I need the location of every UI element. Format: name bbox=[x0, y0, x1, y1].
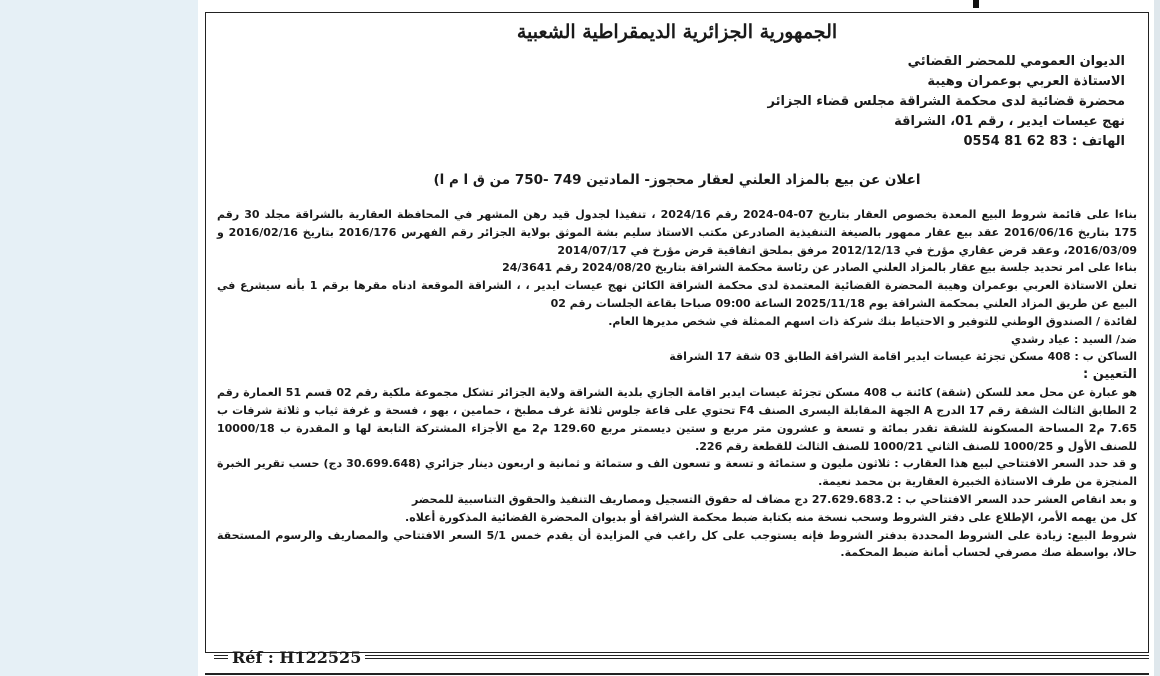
paragraph: تعلن الاستاذة العربي بوعمران وهيبة المحضرة القضائية المعتمدة لدى محكمة الشراقة الكائن نهج عيسات ايدير ، ، الشراقة الموقعة ادناه مقرها برقم 1 بأنه سيشرع في البيع عن طريق المزاد العلني بمحكمة الشراقة يوم 2025/11/18 الساعة 09:00 صباحا بقاعة الجلسات رقم 02 bbox=[217, 279, 1138, 310]
page-margin-left bbox=[0, 0, 198, 676]
page-margin-right bbox=[1154, 0, 1160, 676]
office-phone: الهاتف : 83 62 81 0554 bbox=[963, 134, 1125, 149]
reference-number: Réf : H122525 bbox=[232, 647, 362, 667]
notice-body bbox=[213, 206, 1141, 562]
paragraph: و بعد انقاص العشر حدد السعر الافتتاحي ب : 27.629.683.2 دج مضاف له حقوق التسجيل ومصاريف التنفيذ والحقوق التناسبية للمحضر bbox=[411, 492, 1137, 506]
paragraph: هو عبارة عن محل معد للسكن (شقة) كائنة ب 408 مسكن تجزئة عيسات ايدير اقامة الجازي بلدية الشراقة ولاية الجزائر تشكل مجموعة ملكية رقم 02 قسم 51 العمارة رقم 2 الطابق الثالث الشقة رقم 17 الدرج A الجهة المقابلة اليسرى الصنف F4 تحتوي على قاعة جلوس ثلاثة غرف مطبخ ، حمامين ، بهو ، فسحة و غرفة ثياب و ثلاثة شرفات ب 7.65 م2 المساحة المسكونة للشقة تقدر بمائة و تسعة و عشرون متر مربع و ستين ديسمتر مربع 129.60 م2 مع الأجزاء المشتركة التابعة لها و المقدرة ب 10000/18 للصنف الأول و 1000/25 للصنف الثاني 1000/21 للصنف الثالث للقطعة رقم 226. bbox=[217, 386, 1137, 453]
reference-rule-left bbox=[214, 655, 228, 659]
notice-title: اعلان عن بيع بالمزاد العلني لعقار محجوز- المادتين 749 -750 من ق ا م ا) bbox=[433, 172, 921, 188]
paragraph: بناءا على امر تحديد جلسة بيع عقار بالمزاد العلني الصادر عن رئاسة محكمة الشراقة بتاريخ 2024/08/20 رقم 24/3641 bbox=[502, 261, 1137, 275]
bailiff-title: محضرة قضائية لدى محكمة الشراقة مجلس قضاء الجزائر bbox=[767, 94, 1125, 109]
paragraph: شروط البيع: زيادة على الشروط المحددة بدفتر الشروط فإنه يستوجب على كل راغب في المزايدة أن يقدم خمس 5/1 السعر الافتتاحي والمصاريف والرسوم المستحقة حالا، بواسطة صك مصرفي لحساب أمانة ضبط المحكمة. bbox=[217, 528, 1137, 560]
paragraph: لفائدة / الصندوق الوطني للتوفير و الاحتياط بنك شركة ذات اسهم الممثلة في شخص مديرها العام. bbox=[608, 314, 1137, 328]
paragraph: ضد/ السيد : عياد رشدي bbox=[1010, 332, 1137, 346]
designation-heading: التعيين : bbox=[1082, 367, 1137, 383]
paragraph: كل من يهمه الأمر، الإطلاع على دفتر الشروط وسحب نسخة منه بكتابة ضبط محكمة الشراقة أو بديوان المحضرة القضائية المذكورة أعلاه. bbox=[405, 510, 1137, 524]
reference-rule-right bbox=[365, 655, 1149, 659]
bailiff-office-header bbox=[213, 52, 1141, 152]
paragraph: الساكن ب : 408 مسكن تجزئة عيسات ايدير اقامة الشراقة الطابق 03 شقة 17 الشراقة bbox=[669, 350, 1137, 364]
bailiff-name: الاستاذة العربي بوعمران وهيبة bbox=[927, 74, 1125, 89]
paragraph: بناءا على قائمة شروط البيع المعدة بخصوص العقار بتاريخ 07-04-2024 رقم 2024/16 ، تنفيذا لجدول قيد رهن المشهر في المحافظة العقارية بالشراقة مجلد 30 رقم 175 بتاريخ 2016/06/16 عقد بيع عقار ممهور بالصيغة التنفيذية الصادرعن مكتب الاستاذ سليم بشة الموثق بولاية الجزائر رقم الفهرس 2016/176 بتاريخ 2016/02/16 و 2016/03/09، وعقد قرض عقاري مؤرخ في 2012/12/13 مرفق بملحق اتفاقية قرض مؤرخ في 2014/07/17 bbox=[217, 208, 1137, 257]
office-address: نهج عيسات ايدير ، رقم 01، الشراقة bbox=[894, 114, 1125, 129]
office-line: الديوان العمومي للمحضر القضائي bbox=[907, 54, 1125, 69]
legal-notice bbox=[213, 20, 1141, 625]
column-rule-mark bbox=[973, 0, 979, 8]
reference-bar bbox=[214, 645, 1149, 669]
bottom-rule bbox=[205, 673, 1149, 675]
republic-heading: الجمهورية الجزائرية الديمقراطية الشعبية bbox=[516, 21, 838, 43]
paragraph: و قد حدد السعر الافتتاحي لبيع هذا العقارب : ثلاثون مليون و ستمائة و تسعة و تسعون الف و ستمائة و ثمانية و اربعون دينار جزائري (30.699.648 دج) حسب تقرير الخبرة المنجزة من طرف الاستاذة الخبيرة العقارية بن محمد نعيمة. bbox=[217, 457, 1137, 489]
